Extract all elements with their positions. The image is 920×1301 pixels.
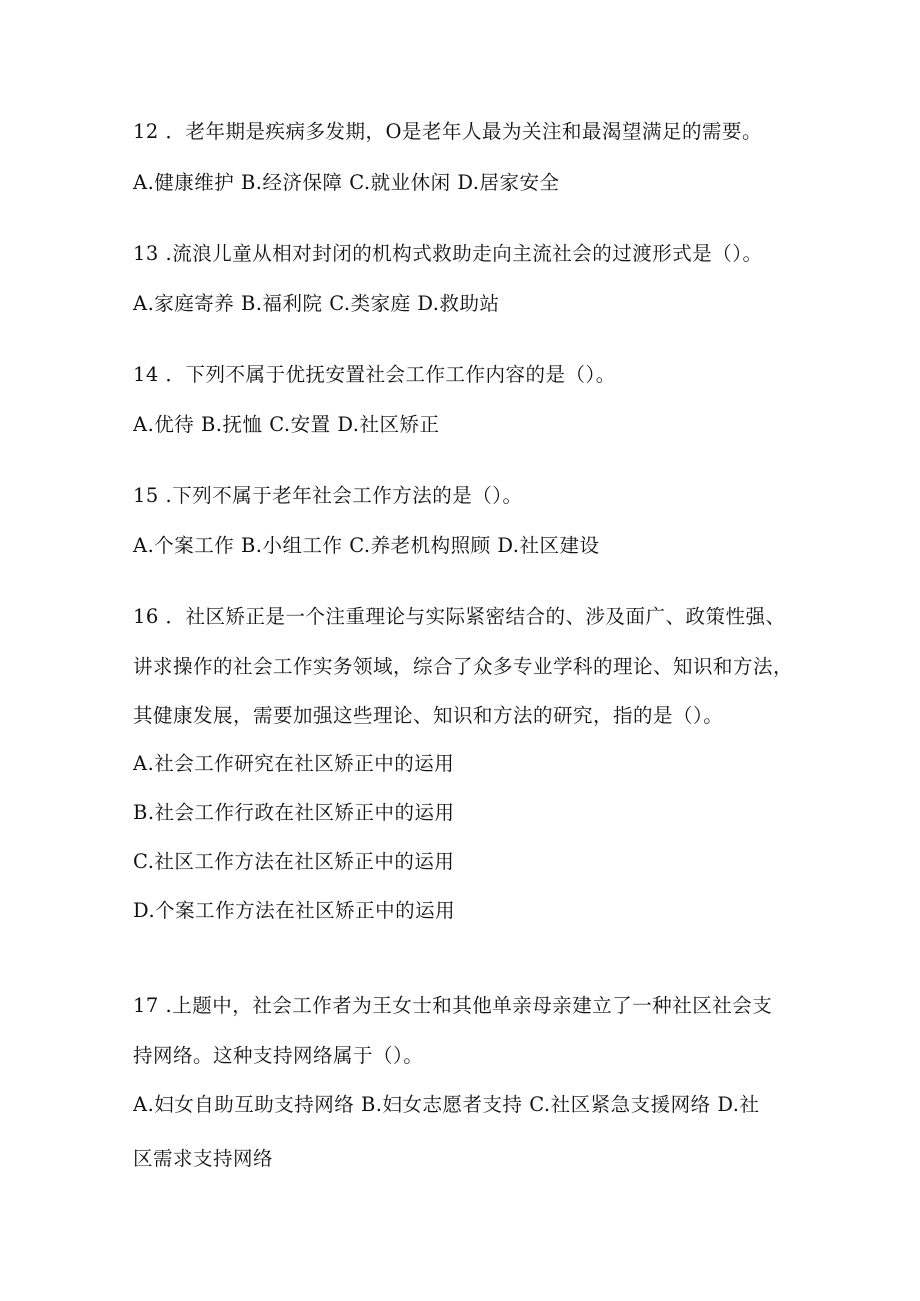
question-option: D.个案工作方法在社区矫正中的运用: [133, 899, 456, 922]
question-stem: 13 .流浪儿童从相对封闭的机构式救助走向主流社会的过渡形式是（）。: [133, 242, 763, 265]
question-option: A.社会工作研究在社区矫正中的运用: [133, 752, 455, 775]
question-option: B.社会工作行政在社区矫正中的运用: [133, 801, 455, 824]
question-options: A.家庭寄养 B.福利院 C.类家庭 D.救助站: [133, 292, 500, 315]
question-stem: 16 ．社区矫正是一个注重理论与实际紧密结合的、涉及面广、政策性强、: [133, 605, 786, 628]
question-stem: 17 .上题中，社会工作者为王女士和其他单亲母亲建立了一种社区社会支: [133, 994, 773, 1017]
question-options: A.妇女自助互助支持网络 B.妇女志愿者支持 C.社区紧急支援网络 D.社: [133, 1093, 760, 1116]
question-stem: 持网络。这种支持网络属于（）。: [133, 1044, 424, 1067]
question-stem: 其健康发展，需要加强这些理论、知识和方法的研究，指的是（）。: [133, 704, 724, 727]
question-options: A.个案工作 B.小组工作 C.养老机构照顾 D.社区建设: [133, 534, 600, 557]
question-stem: 讲求操作的社会工作实务领域，综合了众多专业学科的理论、知识和方法，: [133, 655, 794, 678]
question-stem: 12 ．老年期是疾病多发期，O是老年人最为关注和最渴望满足的需要。: [133, 120, 762, 143]
question-stem: 15 .下列不属于老年社会工作方法的是（）。: [133, 484, 523, 507]
question-options: A.优待 B.抚恤 C.安置 D.社区矫正: [133, 413, 440, 436]
question-option: C.社区工作方法在社区矫正中的运用: [133, 850, 455, 873]
question-stem: 14 ．下列不属于优抚安置社会工作工作内容的是（）。: [133, 363, 616, 386]
question-options: 区需求支持网络: [133, 1147, 274, 1170]
question-options: A.健康维护 B.经济保障 C.就业休闲 D.居家安全: [133, 171, 560, 194]
